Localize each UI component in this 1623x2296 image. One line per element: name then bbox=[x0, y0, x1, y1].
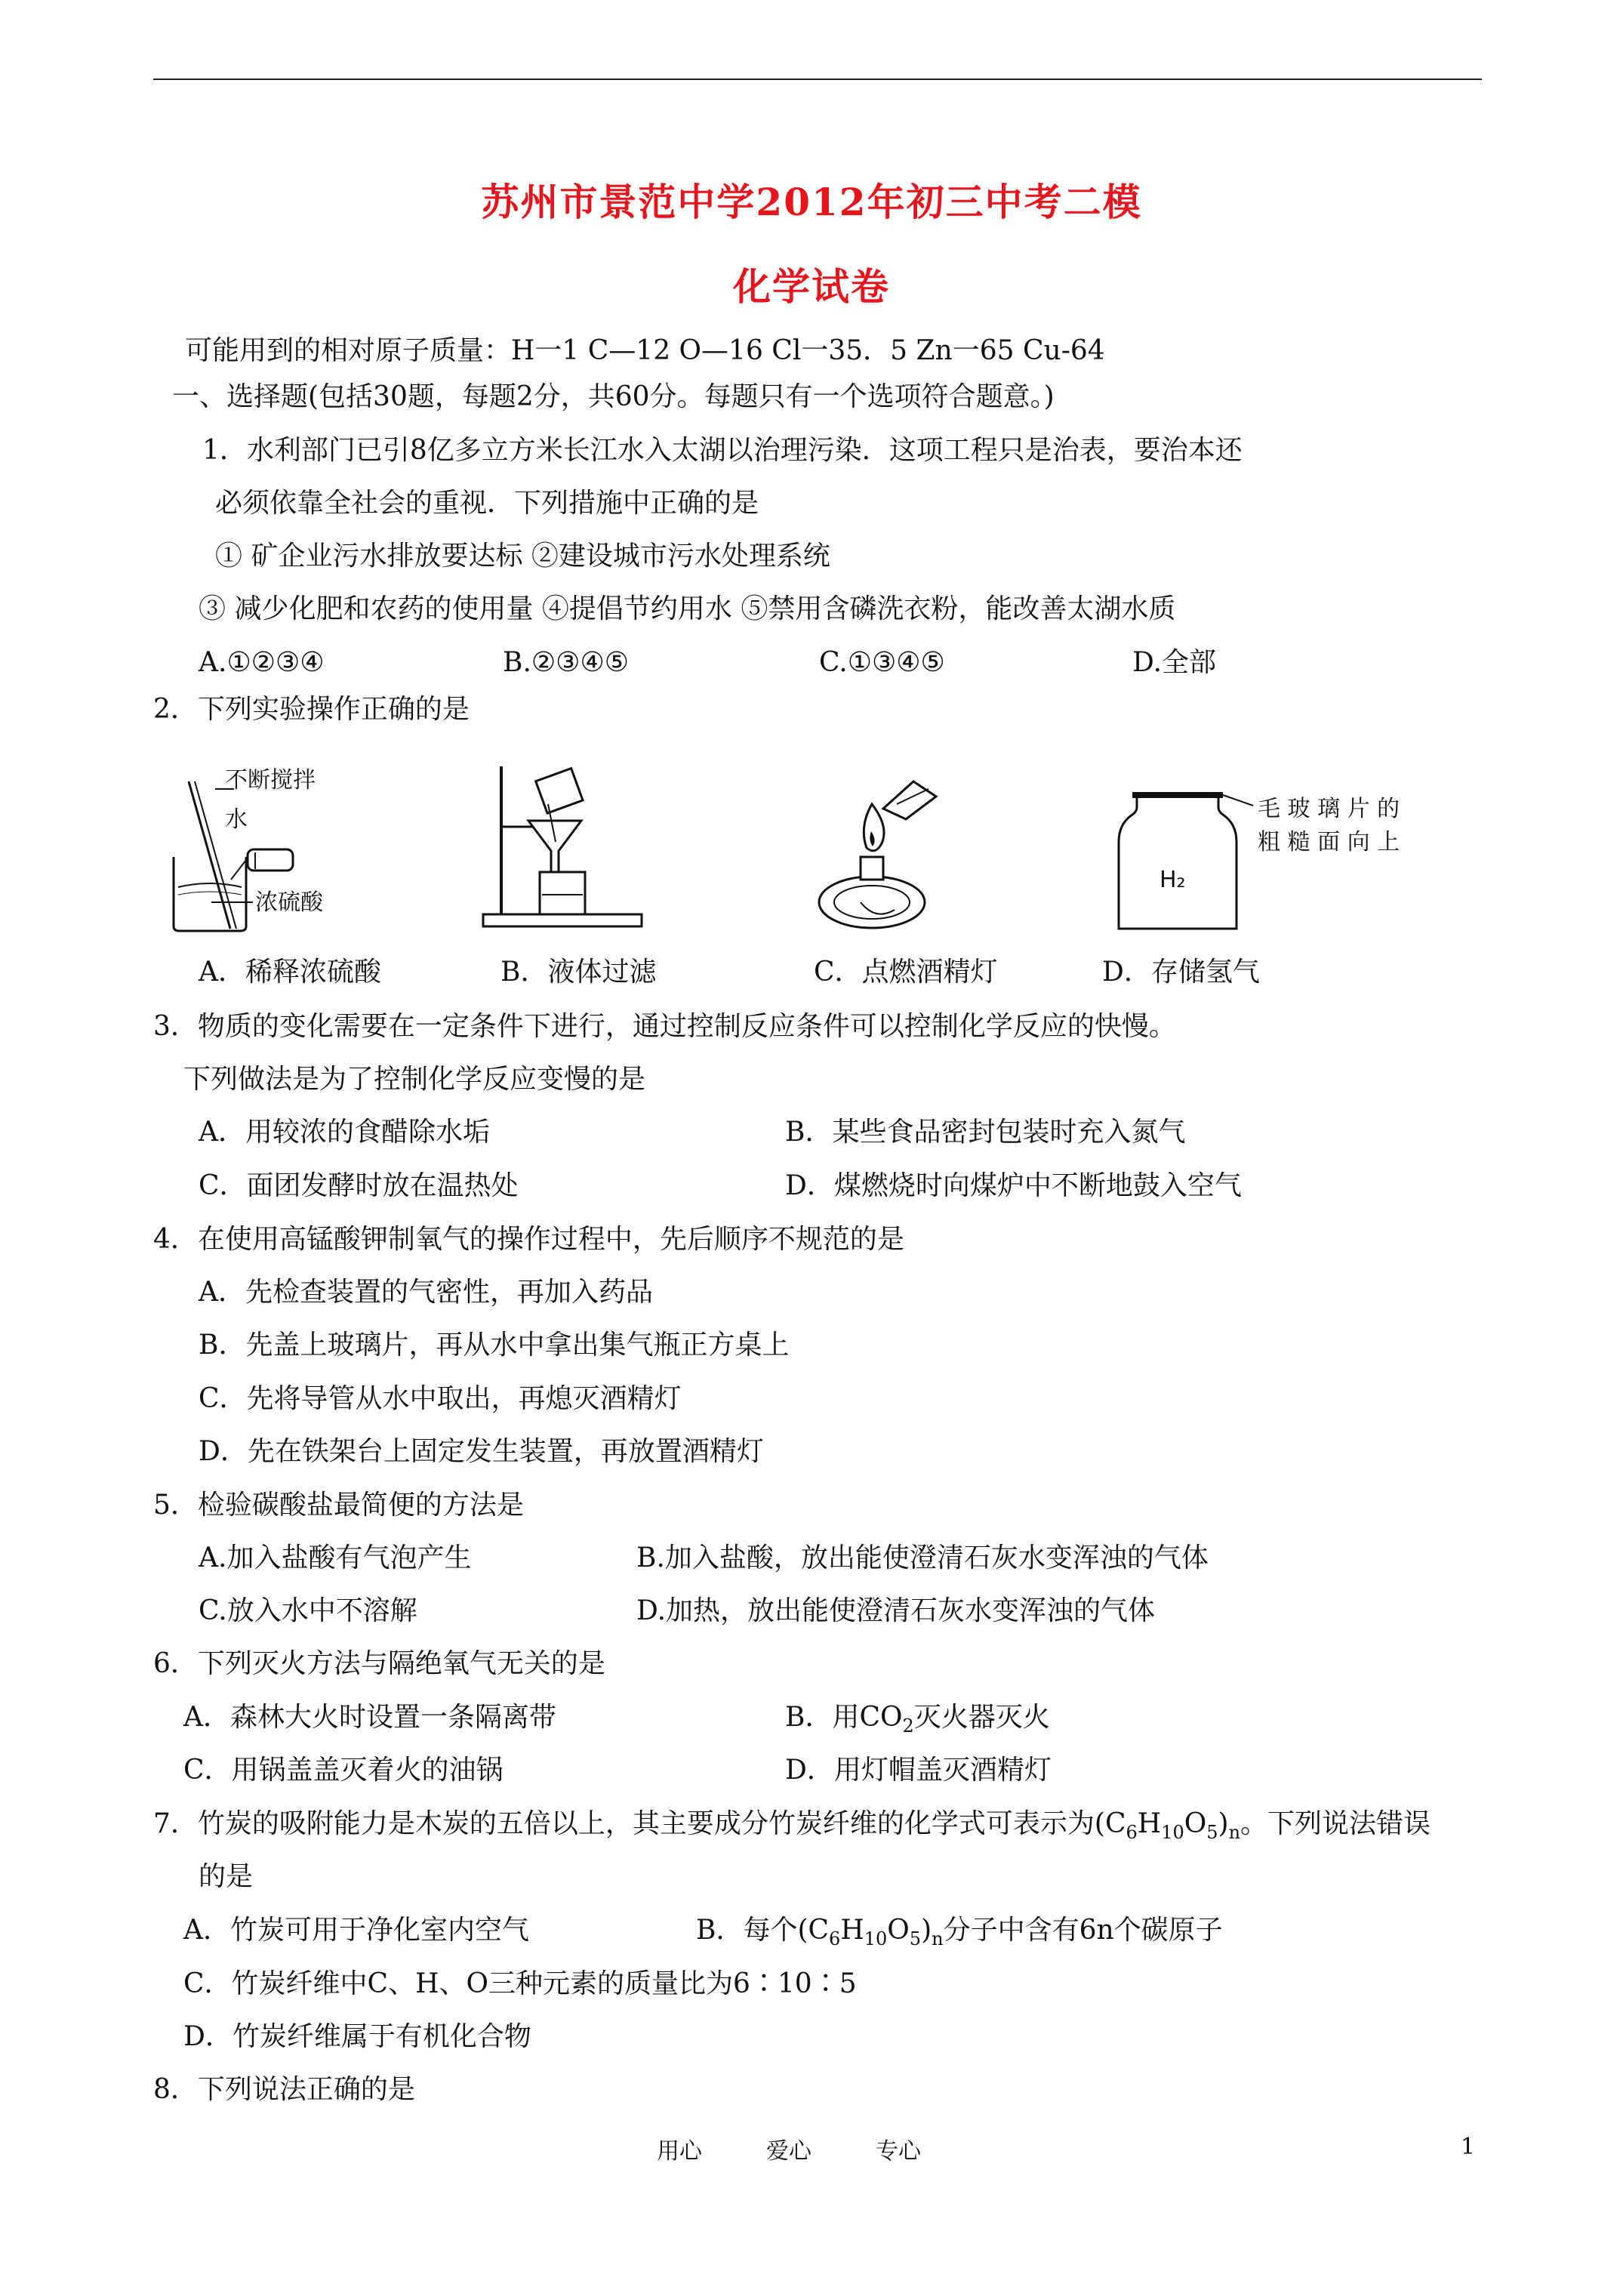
q3-option-b: B．某些食品密封包装时充入氮气 bbox=[785, 1117, 1186, 1148]
atomic-mass-line: 可能用到的相对原子质量：H一1 C—12 O—16 Cl一35．5 Zn一65 Cu-64 bbox=[185, 335, 1105, 366]
q7-option-d: D．竹炭纤维属于有机化合物 bbox=[183, 2021, 531, 2052]
fig-d-gas: H₂ bbox=[1160, 867, 1186, 893]
header-rule bbox=[153, 79, 1482, 80]
q7-stem-line1: 7．竹炭的吸附能力是木炭的五倍以上，其主要成分竹炭纤维的化学式可表示为$(C_6H_{10}O_5)_n$。下列说法错误 bbox=[153, 1808, 1431, 1844]
q6-option-c: C．用锅盖盖灭着火的油锅 bbox=[183, 1755, 504, 1786]
exam-title: 苏州市景范中学2012年初三中考二模 bbox=[481, 180, 1142, 224]
q3-option-d: D．煤燃烧时向煤炉中不断地鼓入空气 bbox=[785, 1170, 1242, 1201]
q3-option-a: A．用较浓的食醋除水垢 bbox=[199, 1117, 490, 1148]
exam-subtitle: 化学试卷 bbox=[733, 264, 890, 309]
q1-items-line1: ① 矿企业污水排放要达标 ②建设城市污水处理系统 bbox=[215, 541, 830, 572]
fig-a-label-acid: 浓硫酸 bbox=[255, 889, 323, 916]
fig-d-label2: 粗 糙 面 向 上 bbox=[1258, 829, 1400, 855]
q1-option-d: D.全部 bbox=[1132, 647, 1217, 678]
q5-option-b: B.加入盐酸，放出能使澄清石灰水变浑浊的气体 bbox=[636, 1542, 1209, 1573]
gas-jar-figure bbox=[1110, 759, 1442, 940]
footer-word-1: 用心 bbox=[657, 2138, 702, 2165]
q5-option-d: D.加热，放出能使澄清石灰水变浑浊的气体 bbox=[636, 1595, 1156, 1626]
q5-option-c: C.放入水中不溶解 bbox=[199, 1595, 417, 1626]
q2-figures bbox=[159, 759, 1442, 940]
fig-a-label-water: 水 bbox=[225, 806, 248, 833]
q6-option-a: A．森林大火时设置一条隔离带 bbox=[183, 1702, 556, 1733]
q2-stem: 2．下列实验操作正确的是 bbox=[153, 694, 470, 725]
q6-stem: 6．下列灭火方法与隔绝氧气无关的是 bbox=[153, 1648, 605, 1679]
dilution-figure bbox=[159, 759, 355, 940]
q1-stem-line2: 必须依靠全社会的重视．下列措施中正确的是 bbox=[215, 488, 759, 519]
filtration-figure bbox=[476, 759, 657, 940]
fig-d-label1: 毛 玻 璃 片 的 bbox=[1258, 796, 1400, 822]
q7-option-b: B．每个$(C_6H_{10}O_5)_n$分子中含有6n个碳原子 bbox=[696, 1915, 1223, 1950]
q7-stem-line2: 的是 bbox=[199, 1861, 254, 1892]
page-number: 1 bbox=[1461, 2134, 1476, 2160]
q7-option-c: C．竹炭纤维中C、H、O三种元素的质量比为6∶10∶5 bbox=[183, 1968, 857, 1999]
q6-option-d: D．用灯帽盖灭酒精灯 bbox=[785, 1755, 1052, 1786]
q8-stem: 8．下列说法正确的是 bbox=[153, 2074, 415, 2105]
q1-option-b: B.②③④⑤ bbox=[503, 647, 629, 678]
q2-option-d: D．存储氢气 bbox=[1102, 957, 1260, 988]
q6-option-b: B．用$CO_2$灭火器灭火 bbox=[785, 1702, 1050, 1737]
q5-option-a: A.加入盐酸有气泡产生 bbox=[199, 1542, 472, 1573]
q1-option-c: C.①③④⑤ bbox=[819, 647, 945, 678]
footer-word-2: 爱心 bbox=[766, 2138, 812, 2165]
footer-word-3: 专心 bbox=[876, 2138, 921, 2165]
q4-option-b: B．先盖上玻璃片，再从水中拿出集气瓶正方桌上 bbox=[199, 1330, 790, 1361]
q4-option-c: C．先将导管从水中取出，再熄灭酒精灯 bbox=[199, 1383, 682, 1414]
q2-option-a: A．稀释浓硫酸 bbox=[199, 957, 381, 988]
q7-option-a: A．竹炭可用于净化室内空气 bbox=[183, 1915, 529, 1946]
fig-a-label-stir: 不断搅拌 bbox=[225, 767, 316, 794]
q2-option-c: C．点燃酒精灯 bbox=[814, 957, 998, 988]
q1-stem-line1: 1．水利部门已引8亿多立方米长江水入太湖以治理污染．这项工程只是治表，要治本还 bbox=[202, 435, 1243, 466]
q2-option-b: B．液体过滤 bbox=[500, 957, 657, 988]
q3-option-c: C．面团发酵时放在温热处 bbox=[199, 1170, 519, 1201]
q3-stem-line1: 3．物质的变化需要在一定条件下进行，通过控制反应条件可以控制化学反应的快慢。 bbox=[153, 1011, 1176, 1042]
q3-stem-line2: 下列做法是为了控制化学反应变慢的是 bbox=[183, 1064, 646, 1095]
alcohol-lamp-figure bbox=[808, 759, 959, 940]
q1-option-a: A.①②③④ bbox=[199, 647, 325, 678]
q1-items-line2: ③ 减少化肥和农药的使用量 ④提倡节约用水 ⑤禁用含磷洗衣粉，能改善太湖水质 bbox=[199, 593, 1176, 624]
q4-option-d: D．先在铁架台上固定发生装置，再放置酒精灯 bbox=[199, 1436, 764, 1467]
q4-option-a: A．先检查装置的气密性，再加入药品 bbox=[199, 1277, 653, 1308]
q5-stem: 5．检验碳酸盐最简便的方法是 bbox=[153, 1490, 524, 1521]
section-heading: 一、选择题(包括30题，每题2分，共60分。每题只有一个选项符合题意。) bbox=[172, 381, 1055, 412]
q4-stem: 4．在使用高锰酸钾制氧气的操作过程中，先后顺序不规范的是 bbox=[153, 1224, 904, 1255]
